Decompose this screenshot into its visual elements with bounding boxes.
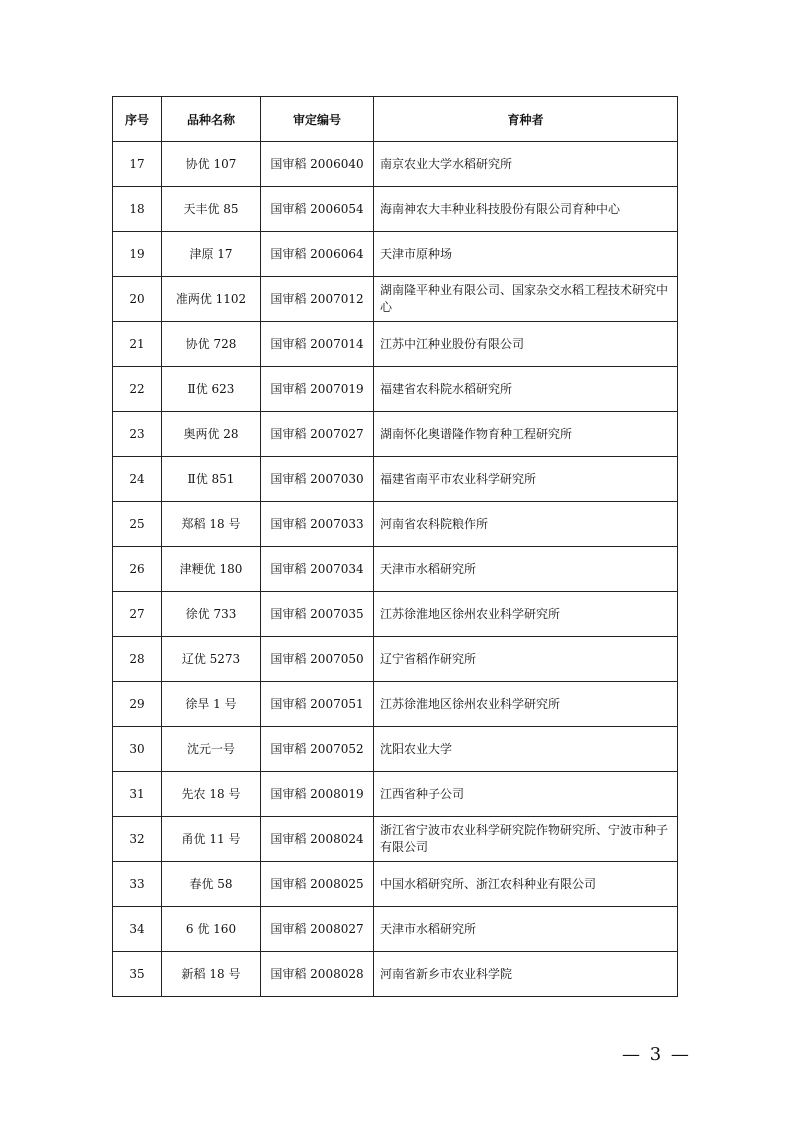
cell-serial-no: 23 — [113, 412, 162, 457]
table-row — [113, 277, 678, 322]
cell-variety-name: 甬优 11 号 — [162, 817, 261, 862]
cell-breeder: 河南省新乡市农业科学院 — [374, 952, 678, 997]
cell-approval-code: 国审稻 2007027 — [261, 412, 374, 457]
table-row — [113, 637, 678, 682]
table-row — [113, 682, 678, 727]
cell-breeder: 南京农业大学水稻研究所 — [374, 142, 678, 187]
cell-approval-code: 国审稻 2006040 — [261, 142, 374, 187]
cell-breeder: 中国水稻研究所、浙江农科种业有限公司 — [374, 862, 678, 907]
header-approval-code: 审定编号 — [261, 97, 374, 142]
table-row — [113, 772, 678, 817]
cell-breeder: 天津市水稻研究所 — [374, 907, 678, 952]
cell-approval-code: 国审稻 2007034 — [261, 547, 374, 592]
table-row — [113, 862, 678, 907]
table-row — [113, 817, 678, 862]
table-row — [113, 412, 678, 457]
cell-breeder: 福建省南平市农业科学研究所 — [374, 457, 678, 502]
cell-breeder: 辽宁省稻作研究所 — [374, 637, 678, 682]
table-row — [113, 952, 678, 997]
cell-breeder: 江苏徐淮地区徐州农业科学研究所 — [374, 682, 678, 727]
cell-approval-code: 国审稻 2007014 — [261, 322, 374, 367]
cell-serial-no: 27 — [113, 592, 162, 637]
cell-variety-name: 春优 58 — [162, 862, 261, 907]
cell-approval-code: 国审稻 2008028 — [261, 952, 374, 997]
cell-serial-no: 30 — [113, 727, 162, 772]
cell-serial-no: 18 — [113, 187, 162, 232]
table-row — [113, 727, 678, 772]
cell-breeder: 江西省种子公司 — [374, 772, 678, 817]
header-variety-name: 品种名称 — [162, 97, 261, 142]
page-number: — 3 — — [622, 1044, 691, 1065]
cell-approval-code: 国审稻 2006054 — [261, 187, 374, 232]
cell-serial-no: 29 — [113, 682, 162, 727]
cell-approval-code: 国审稻 2007052 — [261, 727, 374, 772]
cell-variety-name: Ⅱ优 623 — [162, 367, 261, 412]
cell-breeder: 江苏徐淮地区徐州农业科学研究所 — [374, 592, 678, 637]
cell-variety-name: 徐优 733 — [162, 592, 261, 637]
table-row — [113, 367, 678, 412]
table-row — [113, 592, 678, 637]
header-row — [113, 97, 678, 142]
cell-serial-no: 17 — [113, 142, 162, 187]
cell-variety-name: 郑稻 18 号 — [162, 502, 261, 547]
cell-variety-name: 津粳优 180 — [162, 547, 261, 592]
cell-breeder: 江苏中江种业股份有限公司 — [374, 322, 678, 367]
cell-serial-no: 20 — [113, 277, 162, 322]
table-row — [113, 187, 678, 232]
cell-serial-no: 34 — [113, 907, 162, 952]
cell-approval-code: 国审稻 2008025 — [261, 862, 374, 907]
table-row — [113, 907, 678, 952]
cell-approval-code: 国审稻 2007051 — [261, 682, 374, 727]
cell-serial-no: 28 — [113, 637, 162, 682]
cell-approval-code: 国审稻 2008027 — [261, 907, 374, 952]
cell-serial-no: 21 — [113, 322, 162, 367]
cell-breeder: 海南神农大丰种业科技股份有限公司育种中心 — [374, 187, 678, 232]
cell-breeder: 浙江省宁波市农业科学研究院作物研究所、宁波市种子有限公司 — [374, 817, 678, 862]
variety-table — [112, 96, 678, 997]
cell-serial-no: 32 — [113, 817, 162, 862]
cell-variety-name: 6 优 160 — [162, 907, 261, 952]
cell-serial-no: 25 — [113, 502, 162, 547]
cell-breeder: 福建省农科院水稻研究所 — [374, 367, 678, 412]
cell-serial-no: 33 — [113, 862, 162, 907]
cell-variety-name: 津原 17 — [162, 232, 261, 277]
table-row — [113, 547, 678, 592]
cell-variety-name: 准两优 1102 — [162, 277, 261, 322]
cell-serial-no: 35 — [113, 952, 162, 997]
cell-approval-code: 国审稻 2007035 — [261, 592, 374, 637]
table-row — [113, 322, 678, 367]
cell-approval-code: 国审稻 2008019 — [261, 772, 374, 817]
cell-variety-name: 徐旱 1 号 — [162, 682, 261, 727]
table-row — [113, 142, 678, 187]
cell-variety-name: 先农 18 号 — [162, 772, 261, 817]
header-breeder: 育种者 — [374, 97, 678, 142]
cell-variety-name: 奥两优 28 — [162, 412, 261, 457]
cell-serial-no: 22 — [113, 367, 162, 412]
cell-serial-no: 19 — [113, 232, 162, 277]
cell-breeder: 沈阳农业大学 — [374, 727, 678, 772]
header-serial-no: 序号 — [113, 97, 162, 142]
cell-variety-name: 天丰优 85 — [162, 187, 261, 232]
cell-breeder: 天津市水稻研究所 — [374, 547, 678, 592]
table-row — [113, 232, 678, 277]
cell-approval-code: 国审稻 2008024 — [261, 817, 374, 862]
cell-approval-code: 国审稻 2007033 — [261, 502, 374, 547]
table-row — [113, 502, 678, 547]
cell-variety-name: 协优 728 — [162, 322, 261, 367]
cell-serial-no: 31 — [113, 772, 162, 817]
cell-approval-code: 国审稻 2006064 — [261, 232, 374, 277]
cell-variety-name: 新稻 18 号 — [162, 952, 261, 997]
cell-serial-no: 24 — [113, 457, 162, 502]
cell-breeder: 天津市原种场 — [374, 232, 678, 277]
table-body — [113, 142, 678, 997]
cell-variety-name: Ⅱ优 851 — [162, 457, 261, 502]
cell-breeder: 河南省农科院粮作所 — [374, 502, 678, 547]
cell-breeder: 湖南怀化奥谱隆作物育种工程研究所 — [374, 412, 678, 457]
cell-approval-code: 国审稻 2007030 — [261, 457, 374, 502]
cell-variety-name: 辽优 5273 — [162, 637, 261, 682]
table-header — [113, 97, 678, 142]
table-row — [113, 457, 678, 502]
cell-variety-name: 协优 107 — [162, 142, 261, 187]
cell-serial-no: 26 — [113, 547, 162, 592]
cell-approval-code: 国审稻 2007012 — [261, 277, 374, 322]
cell-approval-code: 国审稻 2007019 — [261, 367, 374, 412]
cell-approval-code: 国审稻 2007050 — [261, 637, 374, 682]
cell-breeder: 湖南隆平种业有限公司、国家杂交水稻工程技术研究中心 — [374, 277, 678, 322]
cell-variety-name: 沈元一号 — [162, 727, 261, 772]
